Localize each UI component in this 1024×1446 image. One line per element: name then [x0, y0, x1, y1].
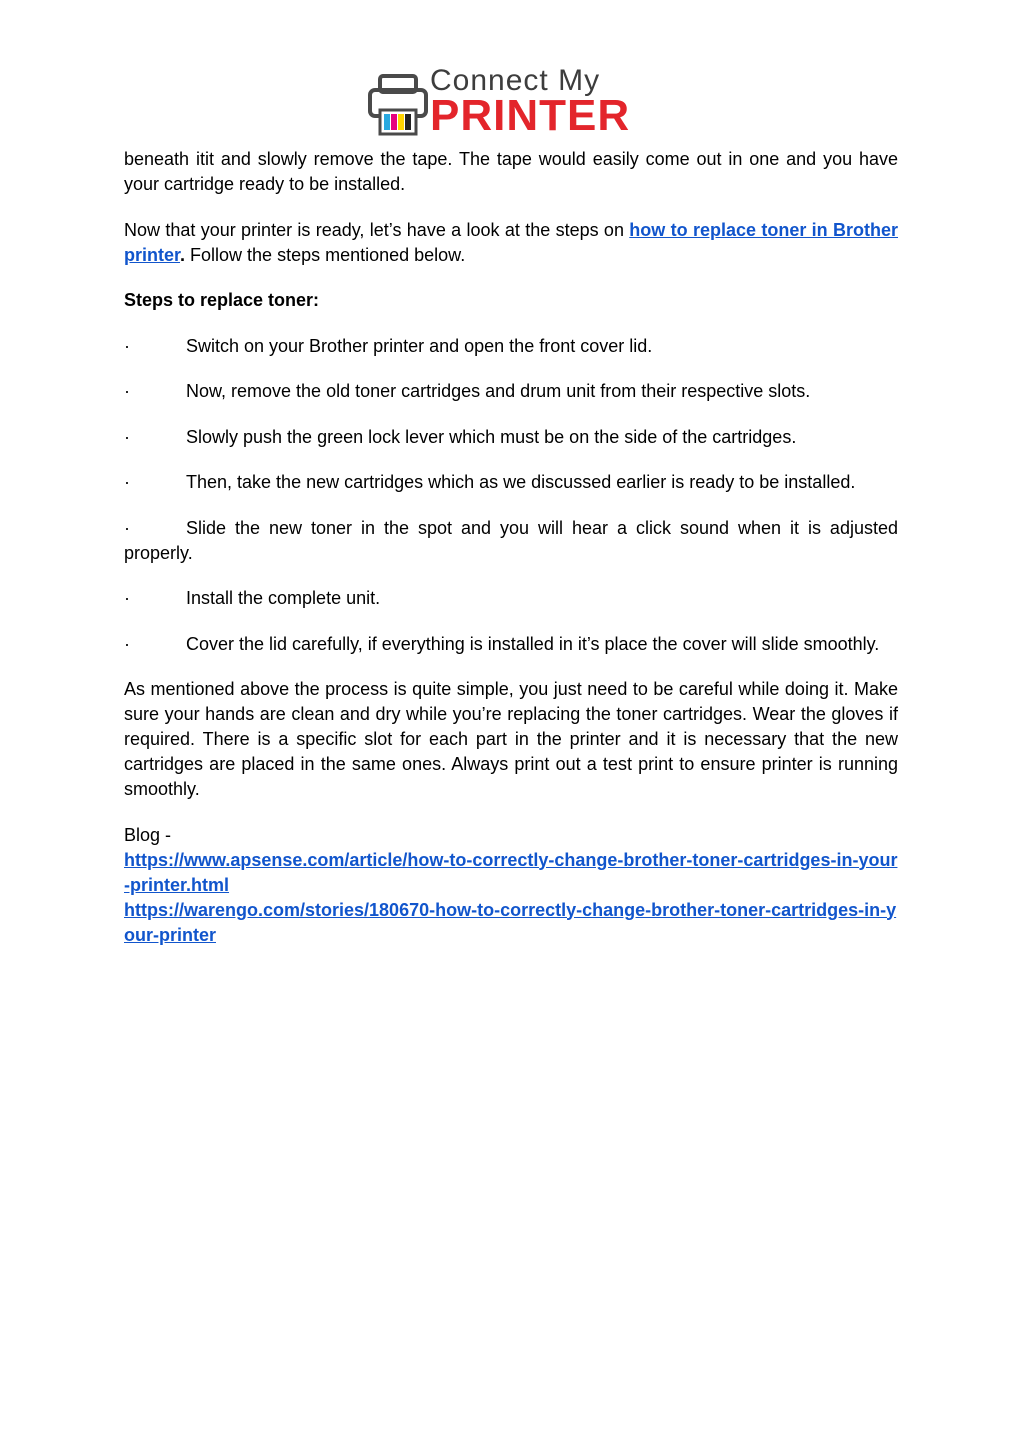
blog-link-apsense[interactable]: https://www.apsense.com/article/how-to-correctly-change-brother-toner-cartridges-in-your-printer.html — [124, 849, 898, 895]
brand-logo — [368, 64, 658, 140]
blog-link-item — [124, 848, 898, 898]
steps-heading: Steps to replace toner: — [124, 290, 320, 310]
blog-link-item — [124, 898, 898, 948]
bullet-icon: · — [124, 633, 130, 654]
document-body — [124, 147, 898, 948]
step-text: Cover the lid carefully, if everything is installed in it’s place the cover will slide smoothly. — [186, 633, 880, 654]
logo-text-printer: PRINTER — [430, 91, 631, 140]
step-text: Now, remove the old toner cartridges and drum unit from their respective slots. — [186, 381, 811, 401]
steps-intro-text: Now that your printer is ready, let’s have a look at the steps on — [124, 219, 630, 240]
step-item — [124, 586, 898, 611]
step-text: Slowly push the green lock lever which must be on the side of the cartridges. — [186, 426, 797, 447]
step-item — [124, 425, 898, 450]
bullet-icon: · — [124, 472, 130, 492]
bullet-icon: · — [124, 517, 130, 538]
step-text: Install the complete unit. — [186, 588, 381, 608]
steps-intro-period: . — [180, 244, 186, 265]
logo-text-connect-my: Connect My — [430, 64, 601, 97]
step-item — [124, 379, 898, 404]
steps-intro-after: Follow the steps mentioned below. — [185, 244, 466, 265]
blog-section — [124, 823, 898, 948]
intro-paragraph: beneath itit and slowly remove the tape. The tape would easily come out in one and you have your cartridge ready to be installed. — [124, 149, 898, 194]
bullet-icon: · — [124, 381, 130, 401]
step-item — [124, 516, 898, 566]
step-text: Then, take the new cartridges which as we discussed earlier is ready to be installed. — [186, 472, 856, 492]
step-text: Switch on your Brother printer and open the front cover lid. — [186, 335, 653, 356]
replace-toner-link[interactable]: how to replace toner in Brother printer — [124, 219, 898, 265]
bullet-icon: · — [124, 588, 130, 608]
bullet-icon: · — [124, 335, 130, 356]
printer-icon — [368, 74, 428, 136]
closing-paragraph: As mentioned above the process is quite simple, you just need to be careful while doing it. Make sure your hands are clean and dry while you’re replacing the toner cartridges. Wear the gloves if required. There is a specific slot for each part in the printer and it is necessary that the new cartridges are placed in the same ones. Always print out a test print to ensure printer is running smoothly. — [124, 679, 898, 799]
bullet-icon: · — [124, 426, 130, 447]
step-item — [124, 334, 898, 359]
steps-intro-paragraph — [124, 218, 898, 268]
step-item — [124, 470, 898, 495]
blog-link-warengo[interactable]: https://warengo.com/stories/180670-how-to-correctly-change-brother-toner-cartridges-in-your-printer — [124, 899, 897, 945]
step-item — [124, 632, 898, 657]
step-text: Slide the new toner in the spot and you will hear a click sound when it is adjusted properly. — [124, 517, 898, 563]
blog-label: Blog - — [124, 824, 172, 845]
